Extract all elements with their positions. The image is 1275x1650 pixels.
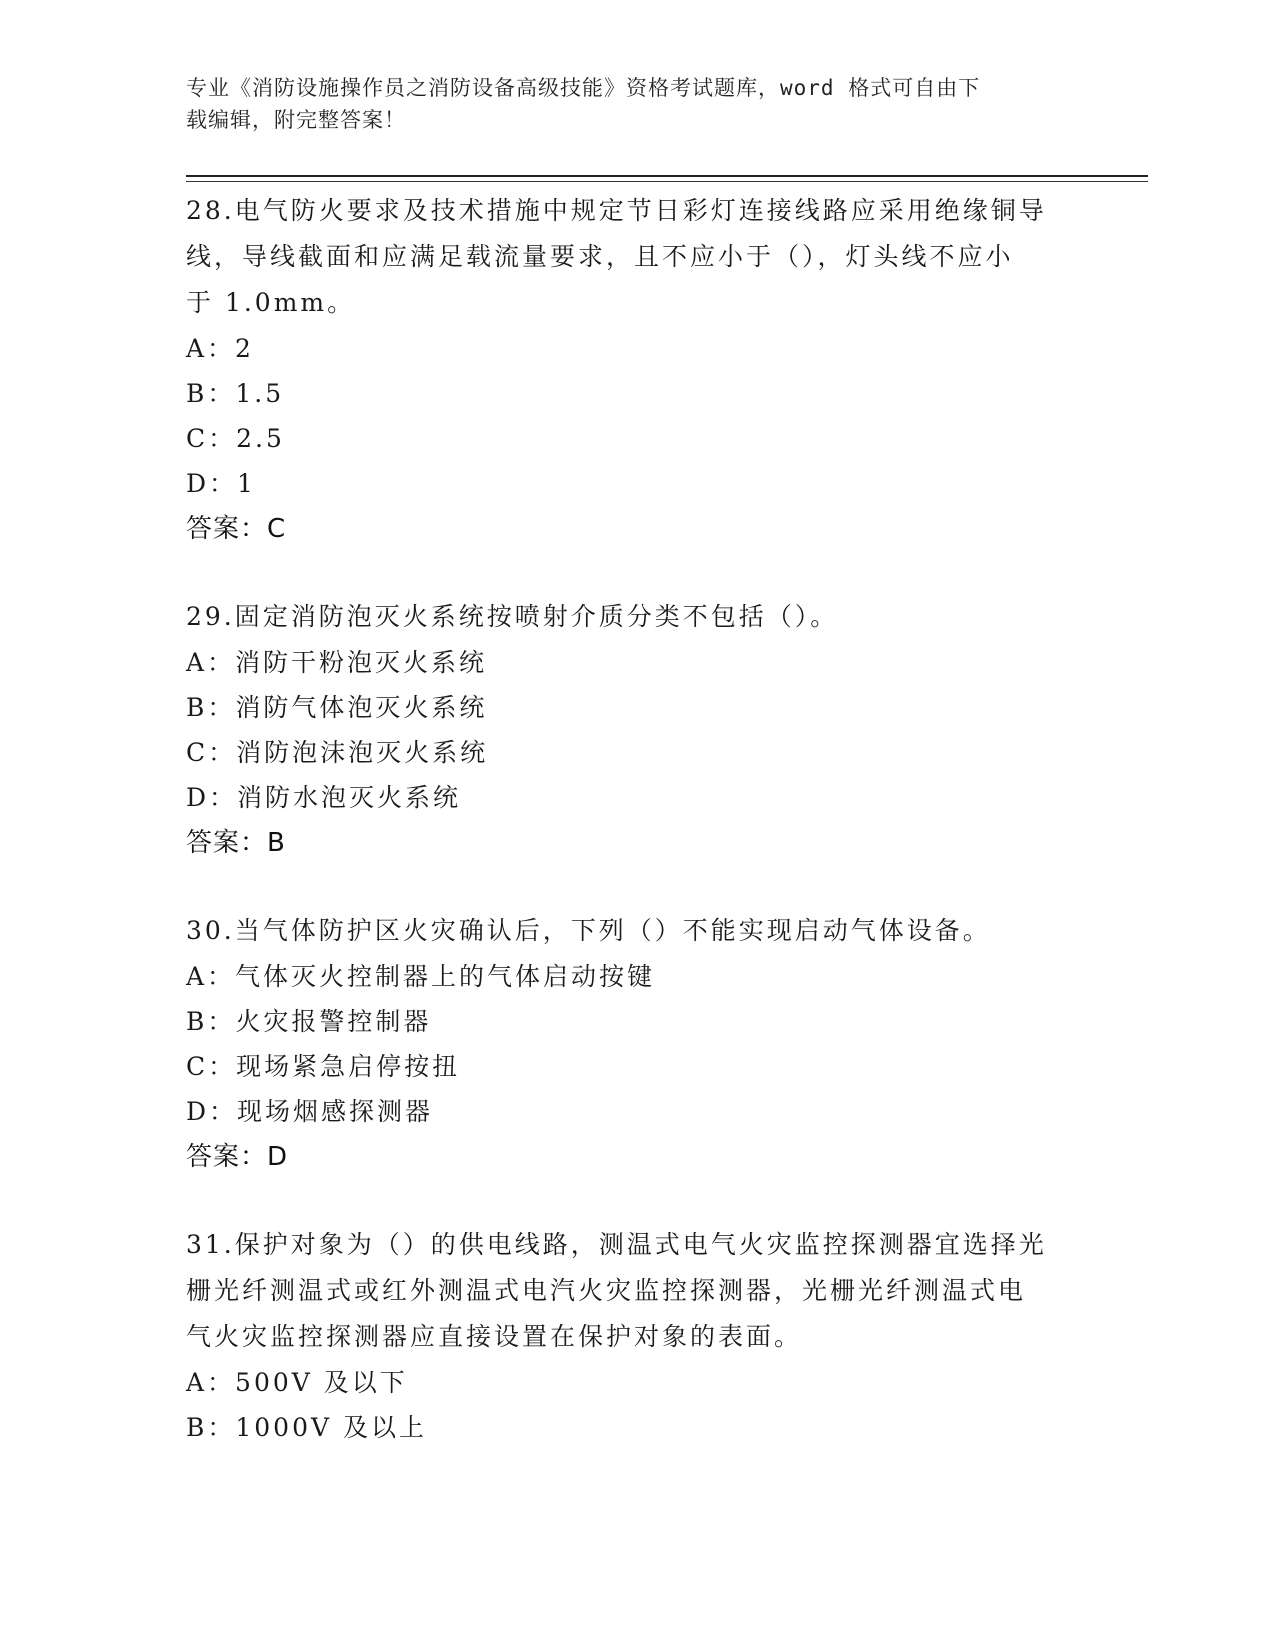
option-b: B：火灾报警控制器 [186,1007,432,1036]
question-stem-line: 31.保护对象为（）的供电线路，测温式电气火灾监控探测器宜选择光 [186,1230,1047,1259]
option-d: D：消防水泡灭火系统 [186,783,462,812]
option-c: C：现场紧急启停按扭 [186,1052,461,1081]
answer-label: 答案：D [186,1142,289,1172]
question-stem-line: 30.当气体防护区火灾确认后，下列（）不能实现启动气体设备。 [186,916,991,945]
question-stem-line: 28.电气防火要求及技术措施中规定节日彩灯连接线路应采用绝缘铜导 [186,196,1047,225]
question-stem-line: 栅光纤测温式或红外测温式电汽火灾监控探测器，光栅光纤测温式电 [186,1276,1027,1305]
question-stem-line: 线，导线截面和应满足载流量要求，且不应小于（），灯头线不应小 [186,242,1014,271]
document-header [186,72,1066,136]
header-line-1: 专业《消防设施操作员之消防设备高级技能》资格考试题库，word 格式可自由下 [186,76,981,100]
header-divider-thin [186,181,1148,182]
option-a: A：500V 及以下 [186,1368,408,1397]
header-divider-thick [186,175,1148,177]
header-line-2: 载编辑，附完整答案！ [186,108,406,132]
option-b: B：1.5 [186,379,285,408]
option-d: D：1 [186,469,256,498]
question-31 [186,1222,1086,1450]
question-list [186,188,1086,1450]
option-b: B：1000V 及以上 [186,1413,427,1442]
option-d: D：现场烟感探测器 [186,1097,434,1126]
question-stem-line: 气火灾监控探测器应直接设置在保护对象的表面。 [186,1322,803,1351]
option-b: B：消防气体泡灭火系统 [186,693,488,722]
question-30 [186,908,1086,1180]
option-a: A：消防干粉泡灭火系统 [186,648,488,677]
option-c: C：2.5 [186,424,285,453]
option-a: A：气体灭火控制器上的气体启动按键 [186,962,656,991]
question-stem-line: 于 1.0mm。 [186,288,356,317]
option-a: A：2 [186,334,254,363]
answer-label: 答案：C [186,514,287,544]
question-29 [186,594,1086,866]
option-c: C：消防泡沫泡灭火系统 [186,738,489,767]
question-stem-line: 29.固定消防泡灭火系统按喷射介质分类不包括（）。 [186,602,839,631]
question-28 [186,188,1086,552]
answer-label: 答案：B [186,828,286,858]
